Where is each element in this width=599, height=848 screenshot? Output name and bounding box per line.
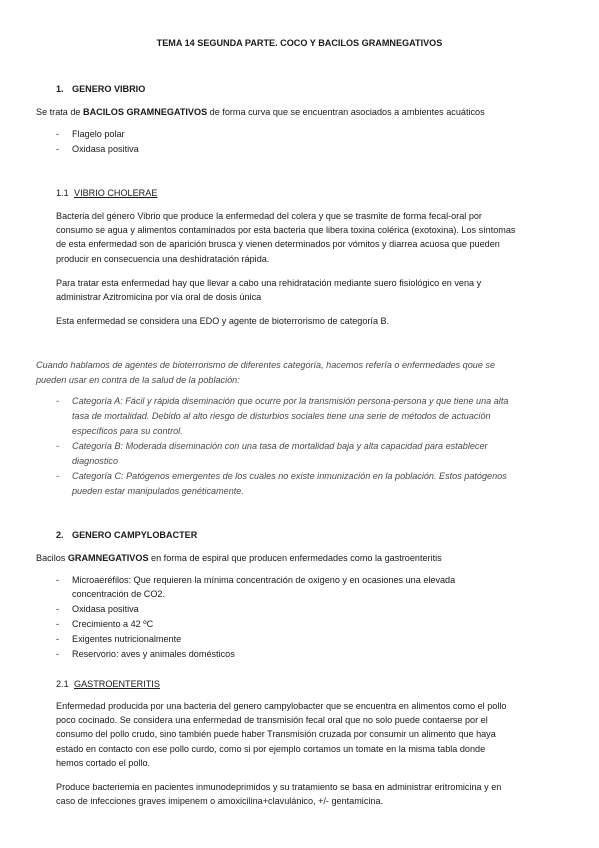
bullet-dash: - — [56, 604, 60, 614]
bullet-dash: - — [56, 575, 60, 585]
paragraph-line: producir en consecuencia una deshidratación rápida. — [56, 254, 270, 264]
paragraph-line: consumo se agua y alimentos contaminados por esta bacteria que libera toxina colérica (exotoxina). Los síntomas — [56, 225, 516, 235]
section-1-number: 1. — [56, 84, 64, 94]
section-1-heading: GENERO VIBRIO — [72, 84, 146, 94]
section-2-heading: GENERO CAMPYLOBACTER — [72, 530, 198, 540]
bullet-item: Flagelo polar — [72, 129, 125, 139]
paragraph-line: caso de infecciones graves imipenem o amoxicilina+clavulánico, +/- gentamicina. — [56, 796, 384, 806]
subsection-2-1-heading: GASTROENTERITIS — [74, 679, 160, 689]
bullet-dash: - — [56, 396, 60, 406]
note-item-line: pueden estar manipulados genéticamente. — [72, 486, 244, 496]
paragraph-line: estado en contacto con ese pollo curdo, como si por ejemplo cortamos un tomate en la misma tabla donde — [56, 744, 486, 754]
note-item-line: Categoría A: Fácil y rápida diseminación que ocurre por la transmisión persona-persona y que tiene una alta — [72, 396, 509, 406]
bullet-item: Crecimiento a 42 ºC — [72, 619, 154, 629]
bullet-dash: - — [56, 144, 60, 154]
note-item-line: Categoría C: Patógenos emergentes de los cuales no existe inmunización en la población. Estos patógenos — [72, 471, 507, 481]
note-item-line: específicos para su control. — [72, 426, 183, 436]
bullet-dash: - — [56, 471, 60, 481]
bullet-dash: - — [56, 129, 60, 139]
paragraph-line: consumo del pollo crudo, sino también puede haber Transmisión cruzada por consumir un alimento que haya — [56, 729, 496, 739]
paragraph-line: Esta enfermedad se considera una EDO y agente de bioterrorismo de categoría B. — [56, 316, 390, 326]
paragraph-line: hemos cortado el pollo. — [56, 758, 151, 768]
subsection-1-1-number: 1.1 — [56, 188, 69, 198]
note-line: Cuando hablamos de agentes de bioterrorismo de diferentes categoría, hacemos refería o enfermedades qoue se — [36, 360, 496, 370]
paragraph-line: Para tratar esta enfermedad hay que llevar a cabo una rehidratación mediante suero fisiológico en vena y — [56, 278, 482, 288]
bullet-item: Oxidasa positiva — [72, 604, 139, 614]
paragraph-line: Enfermedad producida por una bacteria del genero campylobacter que se encuentra en alimentos como el pollo — [56, 701, 507, 711]
section-2-number: 2. — [56, 530, 64, 540]
note-item-line: tasa de mortalidad. Debido al alto riesgo de disturbios sociales tiene una serie de métodos de actuación — [72, 411, 491, 421]
bullet-item: Exigentes nutricionalmente — [72, 634, 182, 644]
bullet-item: Oxidasa positiva — [72, 144, 139, 154]
bullet-dash: - — [56, 649, 60, 659]
paragraph-line: de esta enfermedad son de aparición brusca y vienen determinados por vómitos y diarrea acuosa que pueden — [56, 239, 500, 249]
paragraph-line: poco cocinado. Se considera una enfermedad de transmisión fecal oral que no solo puede contaerse por el — [56, 715, 488, 725]
subsection-1-1-heading: VIBRIO CHOLERAE — [74, 188, 158, 198]
page-title: TEMA 14 SEGUNDA PARTE. COCO Y BACILOS GRAMNEGATIVOS — [156, 38, 443, 48]
paragraph-line: Produce bacteriemia en pacientes inmunodeprimidos y su tratamiento se basa en administrar eritromicina y en — [56, 782, 502, 792]
bullet-dash: - — [56, 441, 60, 451]
bullet-item: concentración de CO2. — [72, 589, 166, 599]
bullet-item: Reservorio: aves y animales domésticos — [72, 649, 235, 659]
note-item-line: Categoría B: Moderada diseminación con una tasa de mortalidad baja y alta capacidad para establecer — [72, 441, 488, 451]
bullet-item: Microaeréfilos: Que requieren la mínima concentración de oxigeno y en ocasiones una elevada — [72, 575, 456, 585]
section-2-intro: Bacilos GRAMNEGATIVOS en forma de espiral que producen enfermedades como la gastroenteritis — [36, 553, 442, 563]
bullet-dash: - — [56, 619, 60, 629]
note-item-line: diagnostico — [72, 456, 119, 466]
paragraph-line: administrar Azitromicina por vía oral de dosis única — [56, 292, 262, 302]
subsection-2-1-number: 2.1 — [56, 679, 69, 689]
paragraph-line: Bacteria del género Vibrio que produce la enfermedad del colera y que se trasmite de forma fecal-oral por — [56, 211, 482, 221]
section-1-intro: Se trata de BACILOS GRAMNEGATIVOS de forma curva que se encuentran asociados a ambientes acuáticos — [36, 107, 485, 117]
bullet-dash: - — [56, 634, 60, 644]
note-line: pueden usar en contra de la salud de la población: — [36, 375, 240, 385]
